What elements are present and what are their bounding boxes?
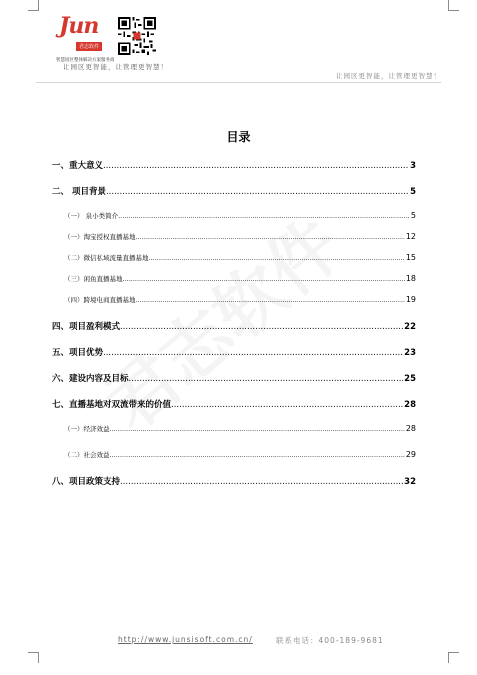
toc-dot-leader	[136, 233, 405, 241]
toc-entry-page: 5	[410, 211, 416, 220]
toc-entry-label: （二）微信私域流量直播基地	[64, 254, 149, 262]
toc-entry-page: 25	[404, 374, 416, 384]
toc-entry-label: 一、重大意义	[52, 161, 104, 171]
crop-mark-bottom-left	[28, 652, 39, 663]
toc-dot-leader	[103, 348, 403, 358]
toc-dot-leader	[118, 212, 410, 220]
toc-entry-page: 15	[405, 253, 416, 262]
toc-entry-page: 23	[404, 348, 416, 358]
logo-wordmark: Jun	[59, 13, 99, 39]
header-divider	[36, 82, 441, 83]
toc-entry-page: 12	[405, 232, 416, 241]
footer-phone: 联系电话：400-189-9681	[276, 636, 384, 645]
toc-entry[interactable]	[64, 424, 416, 433]
toc-entry[interactable]	[52, 398, 416, 410]
toc-entry[interactable]	[64, 232, 416, 241]
toc-dot-leader	[110, 425, 405, 433]
toc-entry-label: 七、直播基地对双流带来的价值	[52, 400, 172, 410]
toc-entry[interactable]	[64, 450, 416, 459]
toc-entry-page: 28	[405, 424, 416, 433]
toc-entry-label: （四）跨境电商直播基地	[64, 296, 136, 304]
toc-entry-page: 3	[410, 161, 416, 171]
toc-entry-label: （三）闲鱼直播基地	[64, 275, 123, 283]
toc-title: 目录	[226, 130, 251, 144]
toc-entry-label: 四、项目盈利模式	[52, 322, 121, 332]
toc-entry-label: 五、项目优势	[52, 348, 104, 358]
crop-mark-top-right	[448, 0, 459, 11]
toc-dot-leader	[123, 275, 405, 283]
company-tagline: 智慧园区整体解决方案服务商	[56, 58, 115, 63]
toc-entry[interactable]	[64, 253, 416, 262]
company-logo	[57, 13, 107, 54]
toc-entry-label: 二、 项目背景	[52, 187, 106, 197]
toc-entry[interactable]	[52, 372, 416, 384]
toc-entry-page: 29	[405, 450, 416, 459]
toc-entry-page: 32	[404, 477, 416, 487]
toc-entry-page: 22	[404, 322, 416, 332]
toc-entry[interactable]	[52, 185, 416, 197]
toc-dot-leader	[120, 322, 403, 332]
toc-dot-leader	[129, 374, 404, 384]
toc-dot-leader	[110, 451, 405, 459]
toc-entry-page: 28	[404, 400, 416, 410]
toc-entry[interactable]	[52, 320, 416, 332]
toc-entry-page: 18	[405, 274, 416, 283]
toc-dot-leader	[120, 477, 403, 487]
toc-entry-label: （一） 泉小类简介	[64, 212, 119, 220]
logo-badge: 君志软件	[76, 42, 102, 51]
toc-dot-leader	[171, 400, 403, 410]
toc-entry-label: 六、建设内容及目标	[52, 374, 129, 384]
toc-entry-label: （一）经济效益	[64, 425, 110, 433]
crop-mark-top-left	[28, 0, 39, 11]
toc-entry-page: 19	[405, 295, 416, 304]
toc-entry[interactable]	[64, 211, 416, 220]
header-slogan-right: 让园区更智能，让管理更智慧！	[336, 72, 441, 80]
toc-dot-leader	[106, 187, 409, 197]
toc-entry-page: 5	[410, 187, 416, 197]
toc-entry-label: （一）淘宝授权直播基地	[64, 233, 136, 241]
qr-code	[118, 17, 156, 55]
toc-entry[interactable]	[64, 295, 416, 304]
toc-entry-label: （二）社会效益	[64, 451, 110, 459]
toc-dot-leader	[136, 296, 405, 304]
toc-entry[interactable]	[64, 274, 416, 283]
footer-website-link[interactable]: http://www.junsisoft.com.cn/	[118, 635, 253, 644]
crop-mark-bottom-right	[448, 652, 459, 663]
toc-entry[interactable]	[52, 475, 416, 487]
toc-entry-label: 八、项目政策支持	[52, 477, 121, 487]
toc-entry[interactable]	[52, 346, 416, 358]
toc-dot-leader	[149, 254, 405, 262]
toc-dot-leader	[103, 161, 409, 171]
header-slogan-left: 让园区更智能，让管理更智慧！	[63, 63, 168, 71]
toc-entry[interactable]	[52, 159, 416, 171]
